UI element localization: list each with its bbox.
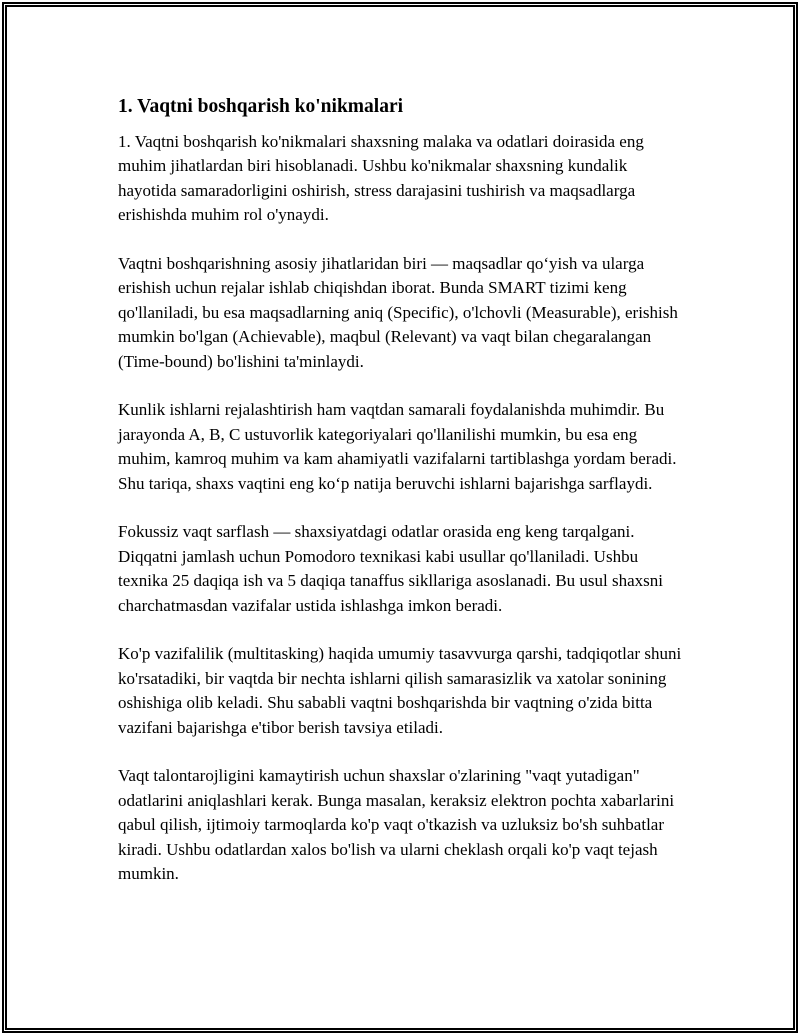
paragraph-2: Vaqtni boshqarishning asosiy jihatlaridan biri — maqsadlar qo‘yish va ularga erishish uchun rejalar ishlab chiqishdan iborat. Bunda SMART tizimi keng qo'llaniladi, bu esa maqsadlarning aniq (Specific), o'lchovli (Measurable), erishish mumkin bo'lgan (Achievable), maqbul (Relevant) va vaqt bilan chegaralangan (Time-bound) bo'lishini ta'minlaydi. — [118, 254, 678, 371]
paragraph-6: Vaqt talontarojligini kamaytirish uchun shaxslar o'zlarining "vaqt yutadigan" odatlarini aniqlashlari kerak. Bunga masalan, keraksiz elektron pochta xabarlarini qabul qilish, ijtimoiy tarmoqlarda ko'p vaqt o'tkazish va uzluksiz bo'sh suhbatlar kiradi. Ushbu odatlardan xalos bo'lish va ularni cheklash orqali ko'p vaqt tejash mumkin. — [118, 766, 675, 884]
paragraph-3: Kunlik ishlarni rejalashtirish ham vaqtdan samarali foydalanishda muhimdir. Bu jarayonda A, B, C ustuvorlik kategoriyalari qo'llanilishi mumkin, bu esa eng muhim, kamroq muhim va kam ahamiyatli vazifalarni tartiblashga yordam beradi. Shu tariqa, shaxs vaqtini eng ko‘p natija beruvchi ishlarni bajarishga sarflaydi. — [118, 400, 677, 493]
document-title: 1. Vaqtni boshqarish ko'nikmalari — [118, 96, 404, 117]
document-body — [118, 93, 688, 911]
paragraph-5: Ko'p vazifalilik (multitasking) haqida umumiy tasavvurga qarshi, tadqiqotlar shuni ko'rsatadiki, bir vaqtda bir nechta ishlarni qilish samarasizlik va xatolar sonining oshishiga olib keladi. Shu sababli vaqtni boshqarishda bir vaqtning o'zida bitta vazifani bajarishga e'tibor berish tavsiya etiladi. — [118, 644, 682, 737]
paragraph-1: 1. Vaqtni boshqarish ko'nikmalari shaxsning malaka va odatlari doirasida eng muhim jihatlardan biri hisoblanadi. Ushbu ko'nikmalar shaxsning kundalik hayotida samaradorligini oshirish, stress darajasini tushirish va maqsadlarga erishishda muhim rol o'ynaydi. — [118, 132, 644, 225]
paragraph-4: Fokussiz vaqt sarflash — shaxsiyatdagi odatlar orasida eng keng tarqalgani. Diqqatni jamlash uchun Pomodoro texnikasi kabi usullar qo'llaniladi. Ushbu texnika 25 daqiqa ish va 5 daqiqa tanaffus sikllariga asoslanadi. Bu usul shaxsni charchatmasdan vazifalar ustida ishlashga imkon beradi. — [118, 522, 663, 615]
